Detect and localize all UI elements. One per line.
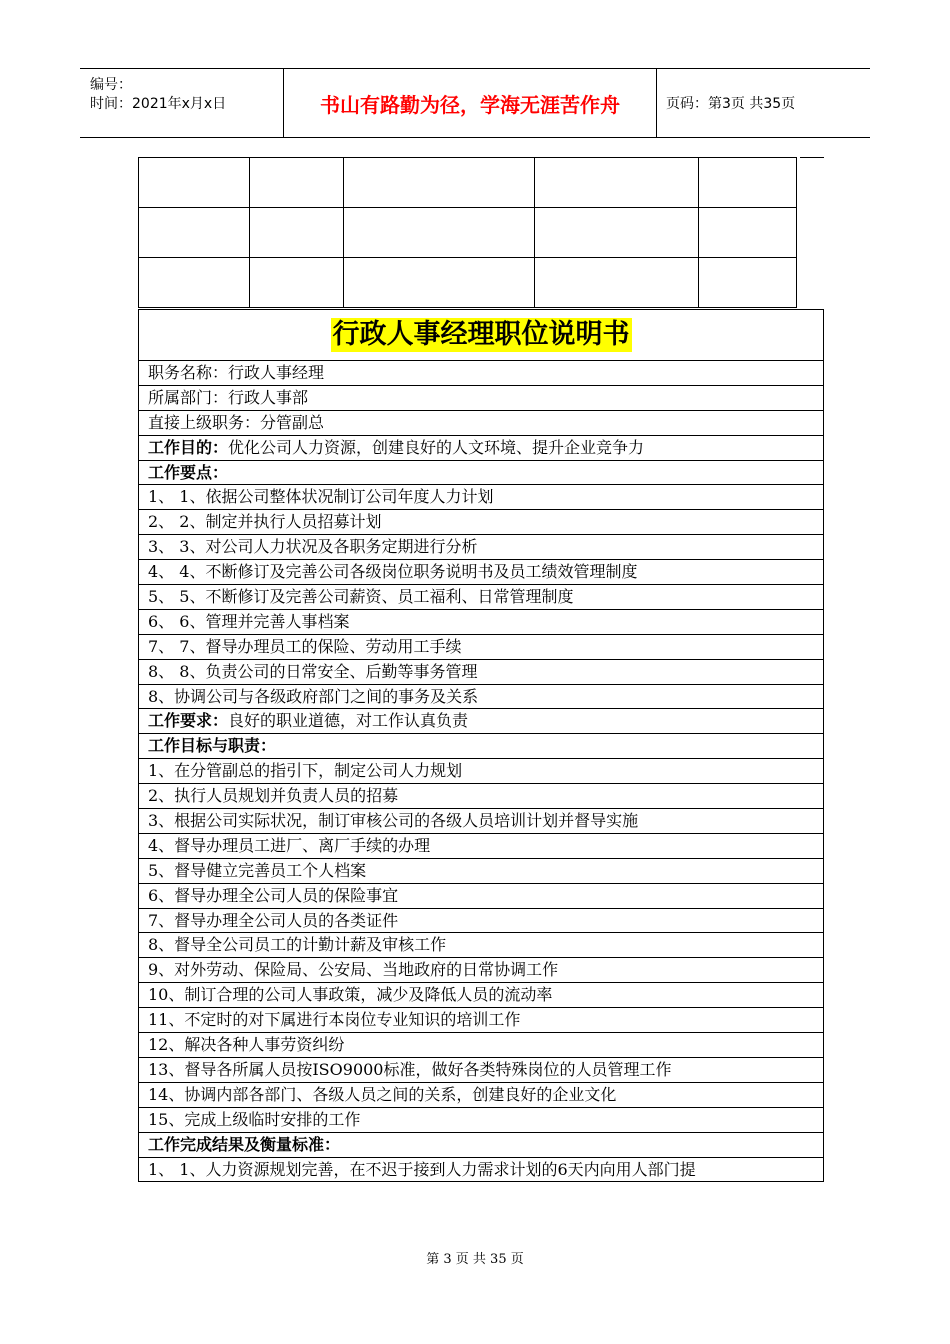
results-label: 工作完成结果及衡量标准：	[148, 1134, 341, 1154]
key-points-label: 工作要点：	[148, 462, 229, 482]
number-label: 编号：	[90, 77, 132, 93]
blank-cell	[344, 258, 535, 308]
work-purpose-row	[138, 436, 824, 461]
blank-cell	[250, 258, 344, 308]
blank-cell	[535, 208, 699, 258]
duty-item: 14、协调内部各部门、各级人员之间的关系，创建良好的企业文化	[138, 1083, 824, 1108]
duty-item: 8、督导全公司员工的计勤计薪及审核工作	[138, 933, 824, 958]
duty-item: 6、督导办理全公司人员的保险事宜	[138, 884, 824, 909]
blank-grid-stub-line	[800, 157, 824, 158]
title-cell	[138, 309, 824, 361]
page-info: 页码：第3页 共35页	[666, 96, 796, 112]
blank-cell	[699, 158, 797, 208]
blank-grid-table	[138, 157, 797, 308]
job-description-table	[138, 309, 824, 1182]
department: 所属部门：行政人事部	[138, 386, 824, 411]
duty-item: 10、制订合理的公司人事政策，减少及降低人员的流动率	[138, 983, 824, 1008]
blank-row	[139, 208, 797, 258]
work-requirements-text: 良好的职业道德，对工作认真负责	[228, 711, 469, 731]
duty-item: 9、对外劳动、保险局、公安局、当地政府的日常协调工作	[138, 958, 824, 983]
work-requirements-row	[138, 709, 824, 734]
duty-item: 11、不定时的对下属进行本岗位专业知识的培训工作	[138, 1008, 824, 1033]
blank-cell	[344, 208, 535, 258]
work-purpose-label: 工作目的：	[148, 437, 229, 457]
blank-cell	[250, 208, 344, 258]
key-point-item: 7、 7、督导办理员工的保险、劳动用工手续	[138, 635, 824, 660]
blank-cell	[535, 158, 699, 208]
blank-row	[139, 258, 797, 308]
blank-cell	[699, 208, 797, 258]
key-point-item: 6、 6、管理并完善人事档案	[138, 610, 824, 635]
key-point-item: 4、 4、不断修订及完善公司各级岗位职务说明书及员工绩效管理制度	[138, 560, 824, 585]
duty-item: 7、督导办理全公司人员的各类证件	[138, 909, 824, 934]
blank-cell	[139, 258, 250, 308]
key-point-item: 2、 2、制定并执行人员招募计划	[138, 510, 824, 535]
work-requirements-label: 工作要求：	[148, 711, 229, 731]
blank-row	[139, 158, 797, 208]
header-page-info-cell	[656, 69, 870, 137]
result-item: 1、 1、人力资源规划完善，在不迟于接到人力需求计划的6天内向用人部门提	[138, 1158, 824, 1183]
motto: 书山有路勤为径，学海无涯苦作舟	[283, 69, 657, 137]
duty-item: 1、在分管副总的指引下，制定公司人力规划	[138, 759, 824, 784]
date-label: 时间：2021年x月x日	[90, 96, 227, 112]
duty-item: 3、根据公司实际状况，制订审核公司的各级人员培训计划并督导实施	[138, 809, 824, 834]
key-point-item: 8、协调公司与各级政府部门之间的事务及关系	[138, 685, 824, 710]
key-points-header	[138, 461, 824, 486]
duty-item: 13、督导各所属人员按ISO9000标准，做好各类特殊岗位的人员管理工作	[138, 1058, 824, 1083]
page-footer: 第 3 页 共 35 页	[426, 1252, 524, 1267]
blank-cell	[344, 158, 535, 208]
duty-item: 12、解决各种人事劳资纠纷	[138, 1033, 824, 1058]
results-header	[138, 1133, 824, 1158]
blank-cell	[535, 258, 699, 308]
blank-cell	[139, 158, 250, 208]
duties-label: 工作目标与职责：	[148, 736, 277, 756]
blank-cell	[139, 208, 250, 258]
blank-cell	[250, 158, 344, 208]
header-left-cell	[80, 69, 283, 137]
key-point-item: 5、 5、不断修订及完善公司薪资、员工福利、日常管理制度	[138, 585, 824, 610]
key-point-item: 8、 8、负责公司的日常安全、后勤等事务管理	[138, 660, 824, 685]
blank-cell	[699, 258, 797, 308]
duty-item: 15、完成上级临时安排的工作	[138, 1108, 824, 1133]
key-point-item: 1、 1、依据公司整体状况制订公司年度人力计划	[138, 485, 824, 510]
superior-position: 直接上级职务：分管副总	[138, 411, 824, 436]
duty-item: 5、督导健立完善员工个人档案	[138, 859, 824, 884]
duties-header	[138, 734, 824, 759]
work-purpose-text: 优化公司人力资源，创建良好的人文环境、提升企业竞争力	[228, 437, 645, 457]
page-header	[80, 68, 870, 138]
duty-item: 4、督导办理员工进厂、离厂手续的办理	[138, 834, 824, 859]
document-title: 行政人事经理职位说明书	[332, 319, 630, 350]
duty-item: 2、执行人员规划并负责人员的招募	[138, 784, 824, 809]
position-name: 职务名称：行政人事经理	[138, 361, 824, 386]
key-point-item: 3、 3、对公司人力状况及各职务定期进行分析	[138, 535, 824, 560]
